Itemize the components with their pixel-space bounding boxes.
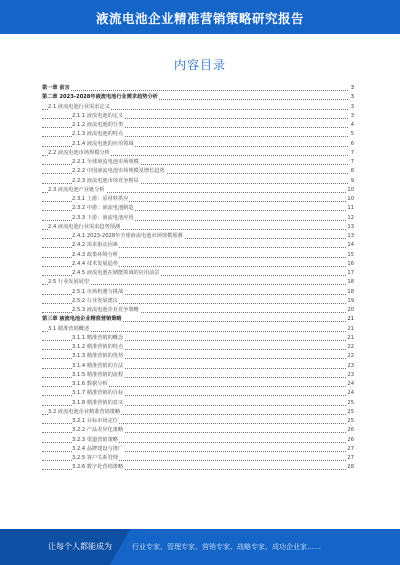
toc-entry[interactable] [42, 130, 354, 139]
toc-entry-label: 3.2.4 品牌建设与推广 [72, 445, 124, 452]
toc-entry-label: 2.3.1 上游：原材料供应 [72, 196, 129, 202]
toc-entry-label: 第一章 前言 [42, 85, 70, 91]
toc-entry[interactable] [42, 417, 354, 426]
toc-entry-page: 20 [346, 306, 354, 315]
toc-entry[interactable] [42, 121, 354, 130]
toc-entry-page: 12 [346, 214, 354, 223]
toc-entry[interactable] [42, 84, 354, 93]
toc-entry[interactable] [42, 436, 354, 445]
toc-entry-label: 2.4.4 技术发展趋势 [72, 260, 118, 267]
toc-entry-page: 27 [346, 445, 354, 454]
toc-entry-page: 13 [346, 223, 354, 232]
toc-entry-page: 22 [346, 352, 354, 361]
toc-entry[interactable] [42, 177, 354, 186]
toc-entry-page: 13 [346, 232, 354, 241]
toc-entry-label: 2.5.1 市场机遇与挑战 [72, 288, 124, 295]
toc-entry-label: 3.1.6 数据分析 [72, 381, 108, 387]
toc-entry-page: 8 [350, 167, 354, 176]
toc-entry-page: 19 [346, 297, 354, 306]
toc-entry-label: 2.3.2 中游：液流电池制造 [72, 205, 134, 212]
toc-entry[interactable] [42, 325, 354, 334]
toc-entry[interactable] [42, 352, 354, 361]
toc-entry[interactable] [42, 380, 354, 389]
toc-entry-label: 2.4.3 政策环境分析 [72, 251, 118, 258]
toc-entry-label: 2.5 行业发展展望 [48, 279, 90, 286]
toc-entry[interactable] [42, 362, 354, 371]
footer-banner [0, 529, 400, 565]
toc-entry[interactable] [42, 315, 354, 324]
toc-entry-label: 2.4.5 液流电池在储能领域的应用前景 [72, 270, 160, 276]
toc-entry-page: 25 [346, 408, 354, 417]
toc-entry-page: 18 [346, 288, 354, 297]
toc-entry-page: 17 [346, 269, 354, 278]
toc-entry-label: 3.1.3 精准营销的优势 [72, 353, 124, 360]
toc-entry-label: 2.2.1 全球液流电池市场规模 [72, 159, 139, 165]
toc-entry[interactable] [42, 389, 354, 398]
toc-entry-label: 2.2.2 中国液流电池市场规模及增长趋势 [72, 168, 165, 175]
toc-entry-label: 2.1.4 液流电池的应用领域 [72, 140, 134, 147]
toc-entry-page: 24 [346, 380, 354, 389]
table-of-contents [42, 84, 354, 473]
report-title: 液流电池企业精准营销策略研究报告 [95, 11, 304, 26]
toc-entry-page: 21 [346, 315, 354, 324]
toc-entry-label: 2.4.2 需求驱动因素 [72, 242, 118, 249]
toc-entry-page: 7 [350, 158, 354, 167]
toc-entry-label: 2.3.3 下游：液流电池应用 [72, 214, 134, 221]
toc-entry-page: 3 [350, 103, 354, 112]
toc-entry-label: 2.4 液流电池行业需求趋势预测 [48, 223, 121, 230]
toc-entry-page: 21 [346, 334, 354, 343]
toc-entry[interactable] [42, 167, 354, 176]
toc-entry-page: 9 [350, 177, 354, 186]
toc-entry[interactable] [42, 232, 354, 241]
toc-entry-page: 3 [350, 84, 354, 93]
toc-entry-page: 25 [346, 417, 354, 426]
toc-entry-page: 3 [350, 112, 354, 121]
toc-entry-page: 28 [346, 463, 354, 472]
toc-entry-label: 2.3 液流电池产业链分析 [48, 186, 105, 193]
toc-entry-page: 11 [346, 204, 354, 213]
toc-entry-label: 2.1.1 液流电池的定义 [72, 112, 124, 119]
toc-entry-label: 3.1.5 精准营销的流程 [72, 371, 124, 378]
toc-entry[interactable] [42, 297, 354, 306]
toc-entry-label: 3.2.2 产品差异化策略 [72, 427, 124, 434]
toc-entry-page: 27 [346, 454, 354, 463]
toc-entry-label: 3.2.6 数字化营销策略 [72, 464, 124, 471]
toc-entry[interactable] [42, 223, 354, 232]
toc-entry-label: 2.1.3 液流电池的特点 [72, 131, 124, 138]
toc-entry[interactable] [42, 343, 354, 352]
toc-entry-label: 2.2.3 液流电池市场竞争格局 [72, 177, 139, 184]
toc-entry[interactable] [42, 241, 354, 250]
footer-slogan: 让每个人都能成为 [48, 542, 112, 551]
toc-entry-label: 3.1.2 精准营销的特点 [72, 344, 124, 350]
toc-entry-label: 3.1.8 精准营销的意义 [72, 399, 124, 406]
toc-entry[interactable] [42, 112, 354, 121]
toc-entry-page: 6 [350, 140, 354, 149]
toc-entry-label: 3.2.3 渠道营销策略 [72, 436, 118, 443]
toc-entry-page: 10 [346, 195, 354, 204]
toc-entry[interactable] [42, 269, 354, 278]
toc-entry-label: 第三章 液流电池企业精准营销策略 [42, 316, 122, 323]
toc-entry-page: 26 [346, 426, 354, 435]
toc-entry[interactable] [42, 278, 354, 287]
toc-entry-label: 3.2.1 目标市场定位 [72, 418, 118, 424]
toc-entry[interactable] [42, 103, 354, 112]
toc-entry-label: 2.1 液流电池行业需求定义 [48, 103, 110, 110]
toc-entry-label: 第二章 2023-2028年液流电池行业需求趋势分析 [42, 94, 158, 101]
toc-entry-label: 2.4.1 2023-2028年全球液流电池市场规模预测 [72, 233, 183, 239]
toc-entry[interactable] [42, 334, 354, 343]
toc-entry[interactable] [42, 93, 354, 102]
toc-entry-label: 2.5.2 行业发展建议 [72, 297, 118, 304]
toc-entry-label: 3.1.1 精准营销的概念 [72, 334, 124, 341]
toc-entry-page: 14 [346, 241, 354, 250]
toc-entry-page: 5 [350, 130, 354, 139]
toc-entry[interactable] [42, 195, 354, 204]
toc-entry-page: 18 [346, 278, 354, 287]
toc-title: 内容目录 [173, 58, 226, 72]
toc-entry-page: 7 [350, 149, 354, 158]
toc-entry[interactable] [42, 251, 354, 260]
toc-entry[interactable] [42, 399, 354, 408]
footer-tagline: 行业专家、管理专家、营销专家、战略专家、成功企业家…… [132, 543, 321, 551]
toc-entry-label: 3.1 精准营销概述 [48, 325, 90, 332]
toc-entry-page: 22 [346, 343, 354, 352]
toc-entry-label: 2.1.2 液流电池的分类 [72, 122, 124, 128]
toc-entry-page: 23 [346, 362, 354, 371]
toc-entry[interactable] [42, 158, 354, 167]
toc-entry[interactable] [42, 288, 354, 297]
toc-entry[interactable] [42, 260, 354, 269]
toc-entry-label: 3.1.7 精准营销的目标 [72, 390, 124, 397]
toc-entry[interactable] [42, 204, 354, 213]
toc-entry-page: 15 [346, 251, 354, 260]
toc-entry-page: 4 [350, 121, 354, 130]
toc-entry-page: 10 [346, 186, 354, 195]
toc-entry-label: 3.2.5 客户关系管理 [72, 455, 118, 461]
report-header [0, 0, 400, 34]
toc-entry[interactable] [42, 140, 354, 149]
toc-entry[interactable] [42, 371, 354, 380]
toc-entry-label: 3.2 液流电池企业精准营销策略 [48, 408, 121, 415]
toc-entry-page: 26 [346, 436, 354, 445]
toc-entry[interactable] [42, 426, 354, 435]
toc-entry[interactable] [42, 463, 354, 472]
toc-entry[interactable] [42, 214, 354, 223]
toc-entry-label: 3.1.4 精准营销的方法 [72, 362, 124, 369]
toc-entry-page: 3 [350, 93, 354, 102]
toc-entry-page: 25 [346, 399, 354, 408]
toc-entry-page: 24 [346, 389, 354, 398]
toc-entry-label: 2.2 液流电池市场规模分析 [48, 149, 110, 156]
toc-entry-page: 21 [346, 325, 354, 334]
toc-entry[interactable] [42, 186, 354, 195]
toc-entry[interactable] [42, 408, 354, 417]
toc-entry[interactable] [42, 149, 354, 158]
toc-entry[interactable] [42, 306, 354, 315]
toc-entry-page: 23 [346, 371, 354, 380]
toc-entry-page: 16 [346, 260, 354, 269]
toc-dot-leader [42, 90, 348, 91]
toc-entry-label: 2.5.3 液流电池企业竞争策略 [72, 307, 139, 313]
toc-entry[interactable] [42, 454, 354, 463]
toc-entry[interactable] [42, 445, 354, 454]
